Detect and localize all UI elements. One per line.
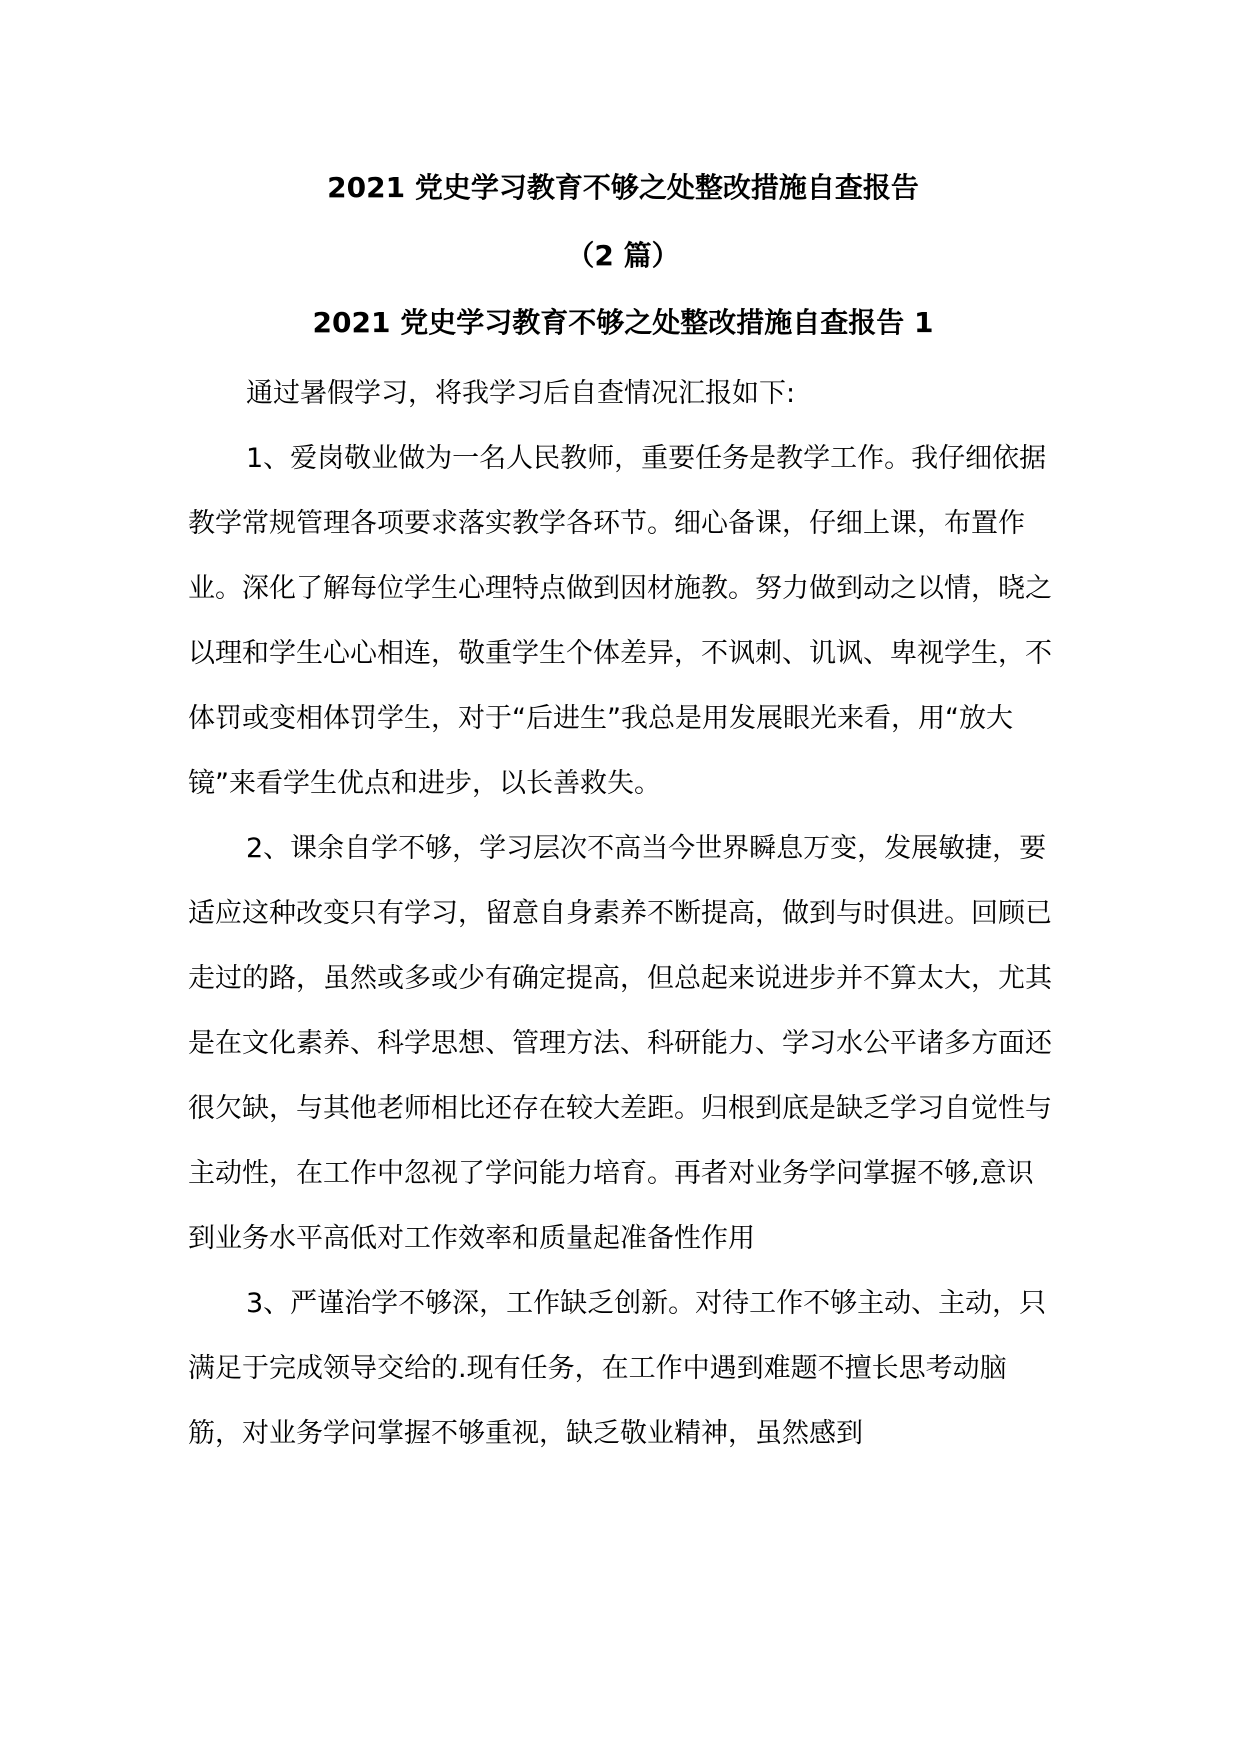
section-heading: 2021 党史学习教育不够之处整改措施自查报告 1 xyxy=(312,306,934,339)
paragraph-intro: 通过暑假学习，将我学习后自查情况汇报如下: xyxy=(246,378,796,409)
document-title: 2021 党史学习教育不够之处整改措施自查报告 xyxy=(327,171,919,204)
document-title-count: （2 篇） xyxy=(566,239,680,272)
document-body xyxy=(188,170,1058,1466)
paragraph-item-1: 1、爱岗敬业做为一名人民教师，重要任务是教学工作。我仔细依据教学常规管理各项要求落实教学各环节。细心备课，仔细上课，布置作业。深化了解每位学生心理特点做到因材施教。努力做到动之以情，晓之以理和学生心心相连，敬重学生个体差异，不讽刺、讥讽、卑视学生，不体罚或变相体罚学生，对于“后进生”我总是用发展眼光来看，用“放大镜”来看学生优点和进步，以长善救失。 xyxy=(188,443,1052,799)
paragraph-item-3: 3、严谨治学不够深，工作缺乏创新。对待工作不够主动、主动，只满足于完成领导交给的.现有任务，在工作中遇到难题不擅长思考动脑筋，对业务学问掌握不够重视，缺乏敬业精神，虽然感到 xyxy=(188,1288,1047,1449)
paragraph-item-2: 2、课余自学不够，学习层次不高当今世界瞬息万变，发展敏捷，要适应这种改变只有学习，留意自身素养不断提高，做到与时俱进。回顾已走过的路，虽然或多或少有确定提高，但总起来说进步并不算太大，尤其是在文化素养、科学思想、管理方法、科研能力、学习水公平诸多方面还很欠缺，与其他老师相比还存在较大差距。归根到底是缺乏学习自觉性与主动性，在工作中忽视了学问能力培育。再者对业务学问掌握不够,意识到业务水平高低对工作效率和质量起准备性作用 xyxy=(188,833,1052,1254)
